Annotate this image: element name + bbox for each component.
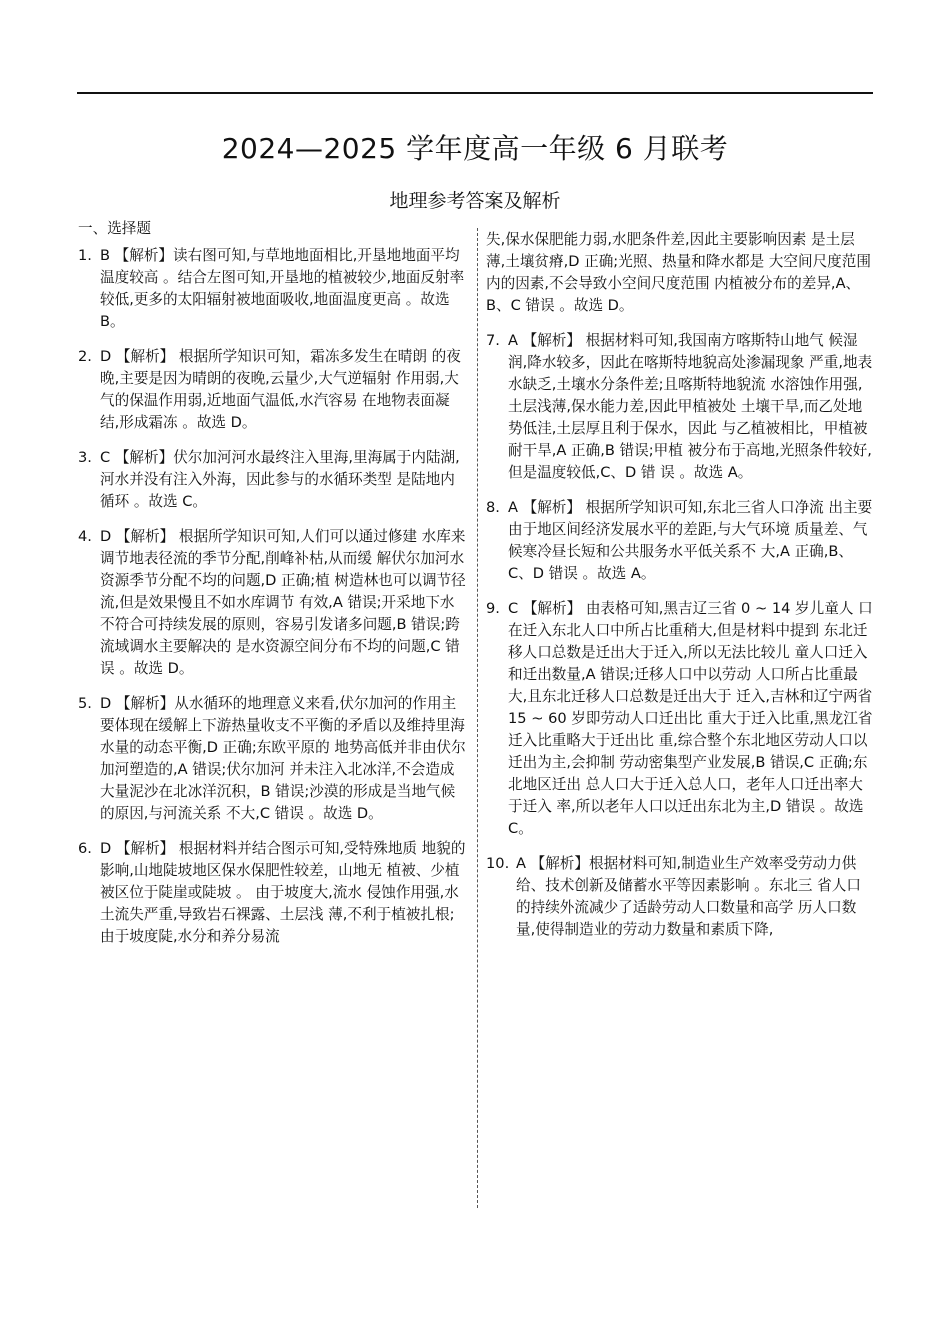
item-number: 4. bbox=[78, 528, 92, 545]
answer-item-10 bbox=[486, 853, 874, 941]
page-subtitle: 地理参考答案及解析 bbox=[389, 190, 561, 212]
item-text: A 【解析】根据材料可知,制造业生产效率受劳动力供给、技术创新及储蓄水平等因素影响 。东北三 省人口的持续外流减少了适龄劳动人口数量和高学 历人口数量,使得制造业的劳动力数量和素质下降, bbox=[516, 855, 861, 938]
item-text: D 【解析】 根据所学知识可知,人们可以通过修建 水库来调节地表径流的季节分配,削峰补枯,从而缓 解伏尔加河水资源季节分配不均的问题,D 正确;植 树造林也可以调节径流,但是效果慢且不如水库调节 有效,A 错误;开采地下水不符合可持续发展的原则，容易引发诸多问题,B 错误;跨流域调水主要解决的 是水资源空间分布不均的问题,C 错误 。故选 D。 bbox=[100, 528, 466, 677]
item-number: 1. bbox=[78, 247, 92, 264]
item-text: C 【解析】 由表格可知,黑吉辽三省 0 ~ 14 岁儿童人 口在迁入东北人口中所占比重稍大,但是材料中提到 东北迁移人口总数是迁出大于迁入,所以无法比较儿 童人口迁入和迁出数量,A 错误;迁移人口中以劳动 人口所占比重最大,且东北迁移人口总数是迁出大于 迁入,吉林和辽宁两省 15 ~ 60 岁即劳动人口迁出比 重大于迁入比重,黑龙江省迁入比重略大于迁出比 重,综合整个东北地区劳动人口以迁出为主,会抑制 劳动密集型产业发展,B 错误,C 正确;东北地区迁出 总人口大于迁入总人口，老年人口迁出率大于迁入 率,所以老年人口以迁出东北为主,D 错误 。故选 C。 bbox=[508, 600, 873, 837]
answer-item-7 bbox=[486, 330, 874, 484]
item-number: 10. bbox=[486, 855, 510, 872]
item-number: 3. bbox=[78, 449, 92, 466]
answer-item-6 bbox=[78, 838, 468, 948]
answer-item-1 bbox=[78, 245, 468, 333]
item-number: 5. bbox=[78, 695, 92, 712]
item-text: C 【解析】伏尔加河河水最终注入里海,里海属于内陆湖,河水并没有注入外海，因此参与的水循环类型 是陆地内循环 。故选 C。 bbox=[100, 449, 460, 510]
item-number: 2. bbox=[78, 348, 92, 365]
answer-item-8 bbox=[486, 497, 874, 585]
item-number: 6. bbox=[78, 840, 92, 857]
section-heading: 一、选择题 bbox=[78, 220, 151, 237]
left-column bbox=[78, 218, 468, 961]
page-title: 2024—2025 学年度高一年级 6 月联考 bbox=[221, 132, 729, 165]
answer-item-5 bbox=[78, 693, 468, 825]
top-rule bbox=[77, 92, 873, 94]
answer-item-3 bbox=[78, 447, 468, 513]
item-text: B 【解析】读右图可知,与草地地面相比,开垦地地面平均温度较高 。结合左图可知,开垦地的植被较少,地面反射率较低,更多的太阳辐射被地面吸收,地面温度更高 。故选 B。 bbox=[100, 247, 465, 330]
item-number: 9. bbox=[486, 600, 500, 617]
item-6-continuation: 失,保水保肥能力弱,水肥条件差,因此主要影响因素 是土层薄,土壤贫瘠,D 正确;光照、热量和降水都是 大空间尺度范围内的因素,不会导致小空间尺度范围 内植被分布的差异,A、B、C 错误 。故选 D。 bbox=[486, 231, 871, 314]
item-text: A 【解析】 根据所学知识可知,东北三省人口净流 出主要由于地区间经济发展水平的差距,与大气环境 质量差、气候寒冷昼长短和公共服务水平低关系不 大,A 正确,B、C、D 错误 。故选 A。 bbox=[508, 499, 873, 582]
answer-item-9 bbox=[486, 598, 874, 840]
right-column bbox=[486, 229, 874, 954]
answer-item-2 bbox=[78, 346, 468, 434]
item-text: D 【解析】从水循环的地理意义来看,伏尔加河的作用主要体现在缓解上下游热量收支不平衡的矛盾以及维持里海水量的动态平衡,D 正确;东欧平原的 地势高低并非由伏尔加河塑造的,A 错误;伏尔加河 并未注入北冰洋,不会造成大量泥沙在北冰洋沉积，B 错误;沙漠的形成是当地气候的原因,与河流关系 不大,C 错误 。故选 D。 bbox=[100, 695, 466, 822]
item-text: A 【解析】 根据材料可知,我国南方喀斯特山地气 候湿润,降水较多，因此在喀斯特地貌高处渗漏现象 严重,地表水缺乏,土壤水分条件差;且喀斯特地貌流 水溶蚀作用强,土层浅薄,保水能力差,因此甲植被处 土壤干旱,而乙处地势低洼,土层厚且利于保水，因此 与乙植被相比，甲植被耐干旱,A 正确,B 错误;甲植 被分布于高地,光照条件较好,但是温度较低,C、D 错 误 。故选 A。 bbox=[508, 332, 873, 481]
answer-item-4 bbox=[78, 526, 468, 680]
item-text: D 【解析】 根据材料并结合图示可知,受特殊地质 地貌的影响,山地陡坡地区保水保肥性较差，山地无 植被、少植被区位于陡崖或陡坡 。 由于坡度大,流水 侵蚀作用强,水土流失严重,导致岩石裸露、土层浅 薄,不利于植被扎根;由于坡度陡,水分和养分易流 bbox=[100, 840, 466, 945]
item-number: 8. bbox=[486, 499, 500, 516]
item-number: 7. bbox=[486, 332, 500, 349]
column-divider bbox=[477, 228, 478, 1208]
item-text: D 【解析】 根据所学知识可知，霜冻多发生在晴朗 的夜晚,主要是因为晴朗的夜晚,云量少,大气逆辐射 作用弱,大气的保温作用弱,近地面气温低,水汽容易 在地物表面凝结,形成霜冻 。故选 D。 bbox=[100, 348, 461, 431]
